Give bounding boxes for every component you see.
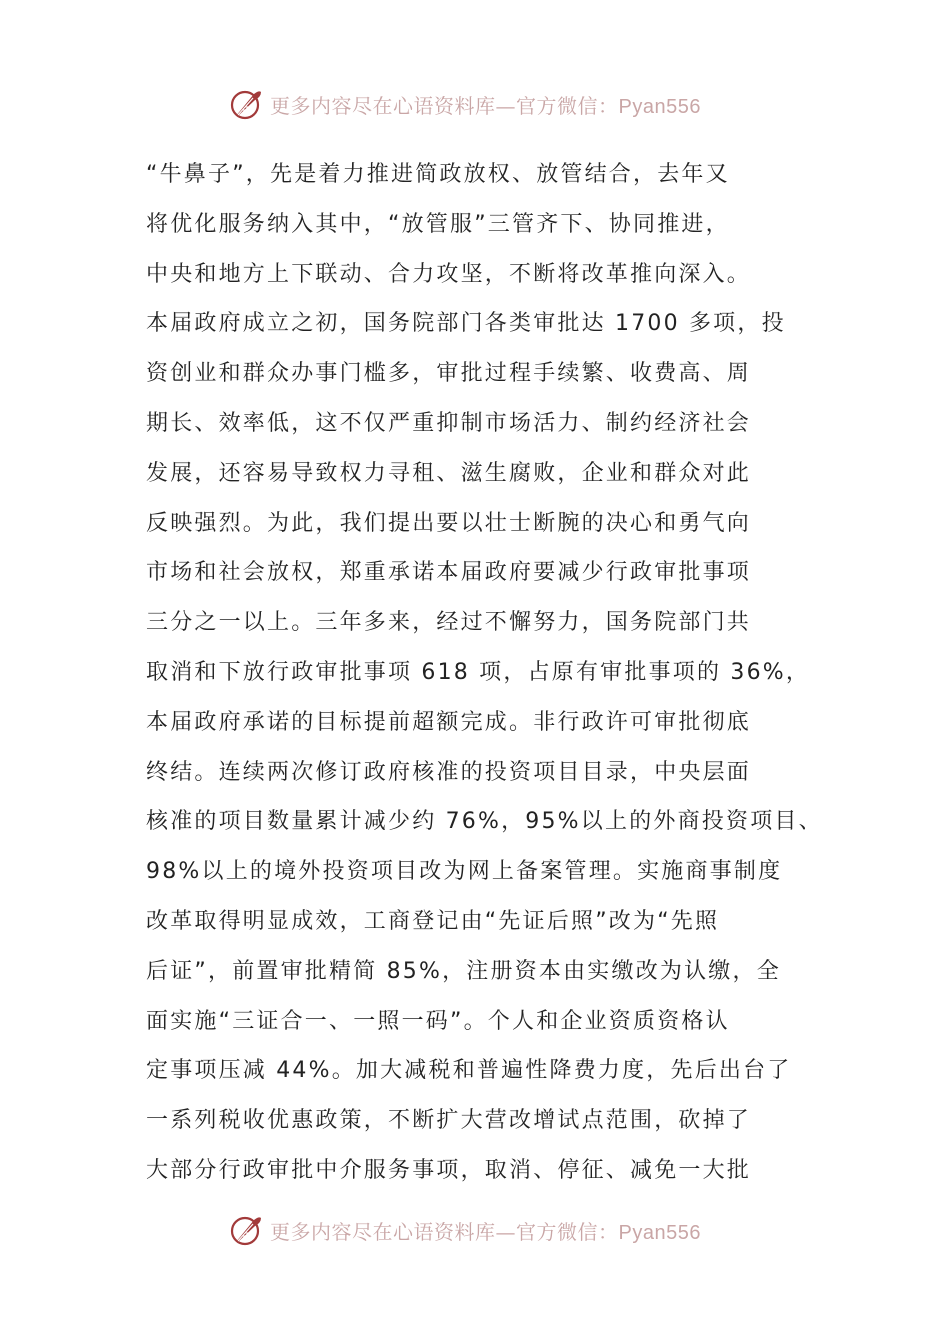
text-line: 改革取得明显成效，工商登记由“先证后照”改为“先照 bbox=[146, 908, 720, 934]
text-line: 取消和下放行政审批事项 618 项，占原有审批事项的 36%， bbox=[146, 659, 811, 685]
text-line: 一系列税收优惠政策，不断扩大营改增试点范围，砍掉了 bbox=[146, 1108, 752, 1134]
text-line: “牛鼻子”，先是着力推进简政放权、放管结合，去年又 bbox=[146, 162, 730, 187]
text-line: 98%以上的境外投资项目改为网上备案管理。实施商事制度 bbox=[146, 859, 783, 885]
banner-text bbox=[270, 1216, 701, 1245]
text-line: 本届政府成立之初，国务院部门各类审批达 1700 多项，投 bbox=[146, 311, 786, 337]
banner-text-cn: 更多内容尽在心语资料库—官方微信： bbox=[270, 1219, 619, 1244]
text-line: 中央和地方上下联动、合力攻坚，不断将改革推向深入。 bbox=[146, 261, 752, 287]
banner-text-cn: 更多内容尽在心语资料库—官方微信： bbox=[270, 93, 619, 118]
text-line: 三分之一以上。三年多来，经过不懈努力，国务院部门共 bbox=[146, 610, 752, 636]
text-line: 将优化服务纳入其中，“放管服”三管齐下、协同推进， bbox=[146, 211, 730, 237]
text-line: 定事项压减 44%。加大减税和普遍性降费力度，先后出台了 bbox=[146, 1058, 792, 1084]
body-text bbox=[146, 150, 826, 1196]
text-line: 本届政府承诺的目标提前超额完成。非行政许可审批彻底 bbox=[146, 709, 752, 735]
wechat-id: Pyan556 bbox=[618, 1221, 701, 1244]
footer-watermark-banner bbox=[228, 1210, 701, 1250]
header-watermark-banner bbox=[228, 84, 701, 124]
text-line: 后证”，前置审批精简 85%，注册资本由实缴改为认缴，全 bbox=[146, 958, 781, 984]
text-line: 资创业和群众办事门槛多，审批过程手续繁、收费高、周 bbox=[146, 361, 752, 387]
text-line: 发展，还容易导致权力寻租、滋生腐败，企业和群众对此 bbox=[146, 460, 752, 486]
text-line: 市场和社会放权，郑重承诺本届政府要减少行政审批事项 bbox=[146, 560, 752, 586]
text-line: 终结。连续两次修订政府核准的投资项目目录，中央层面 bbox=[146, 759, 752, 785]
text-line: 期长、效率低，这不仅严重抑制市场活力、制约经济社会 bbox=[146, 410, 752, 436]
feather-pen-circle-icon bbox=[228, 1212, 264, 1248]
text-line: 大部分行政审批中介服务事项，取消、停征、减免一大批 bbox=[146, 1157, 752, 1183]
text-line: 面实施“三证合一、一照一码”。个人和企业资质资格认 bbox=[146, 1008, 730, 1034]
text-line: 核准的项目数量累计减少约 76%，95%以上的外商投资项目、 bbox=[146, 809, 823, 835]
feather-pen-circle-icon bbox=[228, 86, 264, 122]
text-line: 反映强烈。为此，我们提出要以壮士断腕的决心和勇气向 bbox=[146, 510, 752, 536]
banner-text bbox=[270, 90, 701, 119]
wechat-id: Pyan556 bbox=[618, 95, 701, 118]
